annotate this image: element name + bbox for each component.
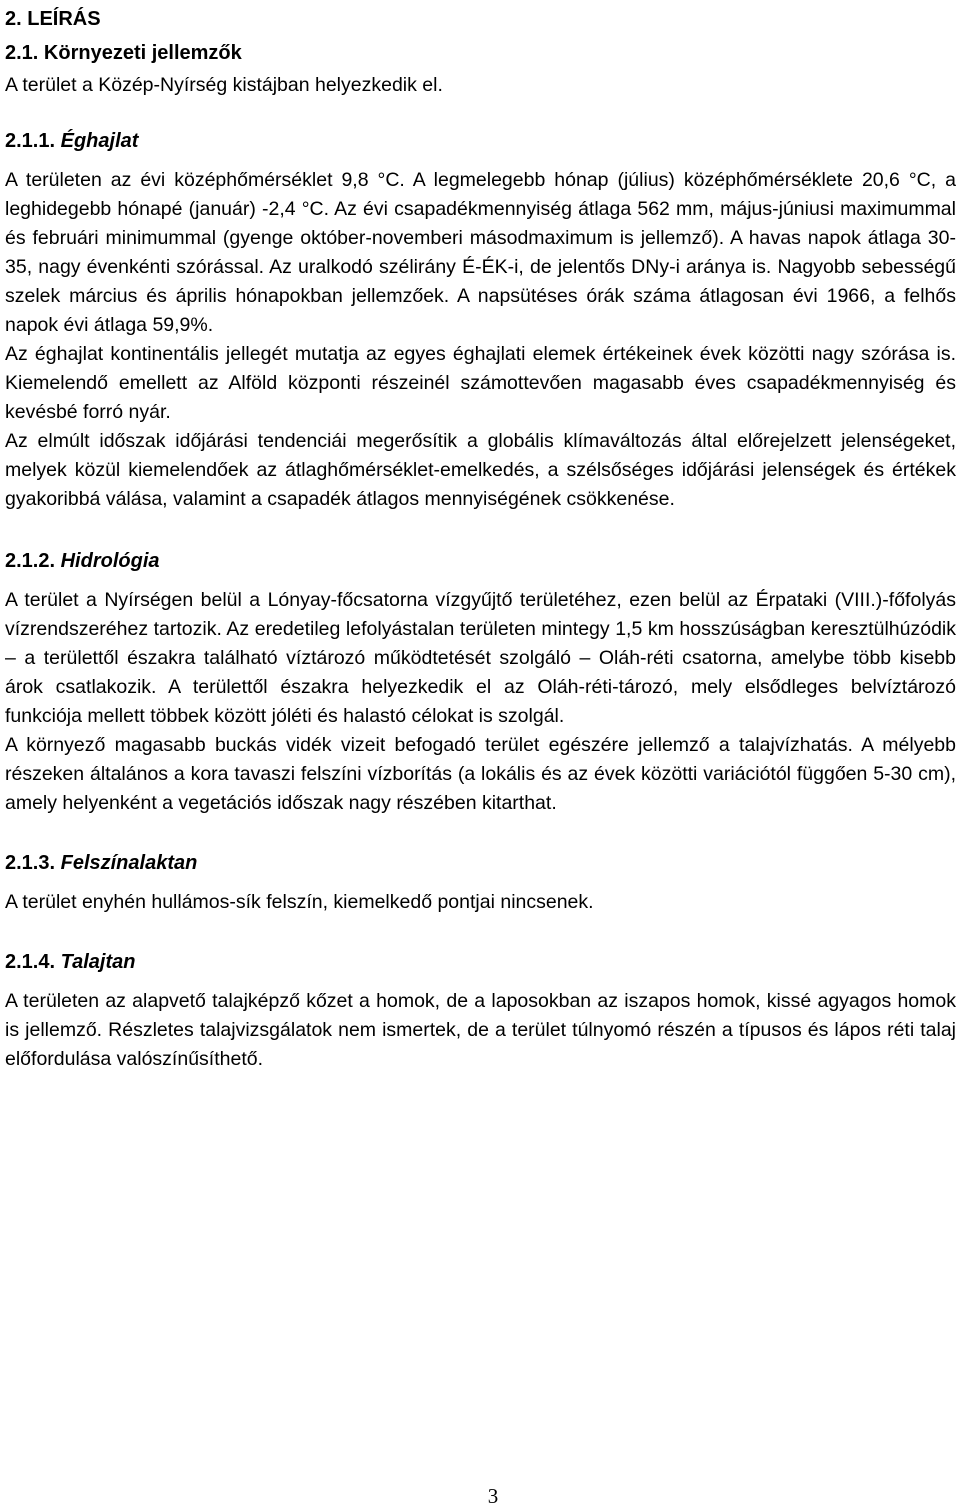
heading-eghajlat [5,126,956,156]
heading-title: Éghajlat [60,130,139,152]
heading-hidrologia [5,546,956,576]
heading-title: Hidrológia [60,550,160,572]
heading-number: 2.1.2. [5,550,56,572]
talajtan-paragraph-1: A területen az alapvető talajképző kőzet a homok, de a laposokban az iszapos homok, kissé agyagos homok is jellemző. Részletes talajvizsgálatok nem ismertek, de a terület túlnyomó részén a típusos és lápos réti talaj előfordulása valószínűsíthető. [5,990,956,1070]
heading-talajtan [5,947,956,977]
eghajlat-paragraph-1: A területen az évi középhőmérséklet 9,8 °C. A legmelegebb hónap (július) középhőmérséklete 20,6 °C, a leghidegebb hónapé (január) -2,4 °C. Az évi csapadékmennyiség átlaga 562 mm, május-júniusi maximummal és februári minimummal (gyenge október-novemberi másodmaximum is jellemző). A havas napok átlaga 30-35, nagy évenkénti szórással. Az uralkodó szélirány É-ÉK-i, de jelentős DNy-i aránya is. Nagyobb sebességű szelek március és április hónapokban jellemzőek. A napsütéses órák száma átlagosan évi 1966, a felhős napok évi átlaga 59,9%. [5,169,956,336]
eghajlat-paragraph-2: Az éghajlat kontinentális jellegét mutatja az egyes éghajlati elemek értékeinek évek közötti nagy szórása is. Kiemelendő emellett az Alföld központi részeinél számottevően magasabb éves csapadékmennyiség és kevésbé forró nyár. [5,343,956,423]
section-heading: 2. LEÍRÁS [5,8,101,30]
hidrologia-paragraph-1: A terület a Nyírségen belül a Lónyay-főcsatorna vízgyűjtő területéhez, ezen belül az Érpataki (VIII.)-főfolyás vízrendszeréhez tartozik. Az eredetileg lefolyástalan területen mintegy 1,5 km hosszúságban keresztülhúzódik – a területtől északra található víztározó működtetését szolgáló – Oláh-réti csatorna, amelybe több kisebb árok csatlakozik. A területtől északra helyezkedik el az Oláh-réti-tározó, mely elsődleges belvíztározó funkciója mellett többek között jóléti és halastó célokat is szolgál. [5,589,956,727]
page-number: 3 [487,1484,499,1508]
heading-felszinalaktan [5,848,956,878]
intro-paragraph: A terület a Közép-Nyírség kistájban helyezkedik el. [5,74,443,96]
felszin-paragraph-1: A terület enyhén hullámos-sík felszín, kiemelkedő pontjai nincsenek. [5,891,594,913]
heading-number: 2.1.3. [5,852,56,874]
heading-number: 2.1.4. [5,951,56,973]
heading-title: Talajtan [60,951,136,973]
subsection-heading: 2.1. Környezeti jellemzők [5,42,242,64]
heading-number: 2.1.1. [5,130,56,152]
heading-title: Felszínalaktan [60,852,198,874]
eghajlat-paragraph-3: Az elmúlt időszak időjárási tendenciái megerősítik a globális klímaváltozás által előrejelzett jelenségeket, melyek közül kiemelendőek az átlaghőmérséklet-emelkedés, a szélsőséges időjárási jelenségek és értékek gyakoribbá válása, valamint a csapadék átlagos mennyiségének csökkenése. [5,430,956,510]
hidrologia-paragraph-2: A környező magasabb buckás vidék vizeit befogadó terület egészére jellemző a talajvízhatás. A mélyebb részeken általános a kora tavaszi felszíni vízborítás (a lokális és az évek közötti variációtól függően 5-30 cm), amely helyenként a vegetációs időszak nagy részében kitarthat. [5,734,956,814]
